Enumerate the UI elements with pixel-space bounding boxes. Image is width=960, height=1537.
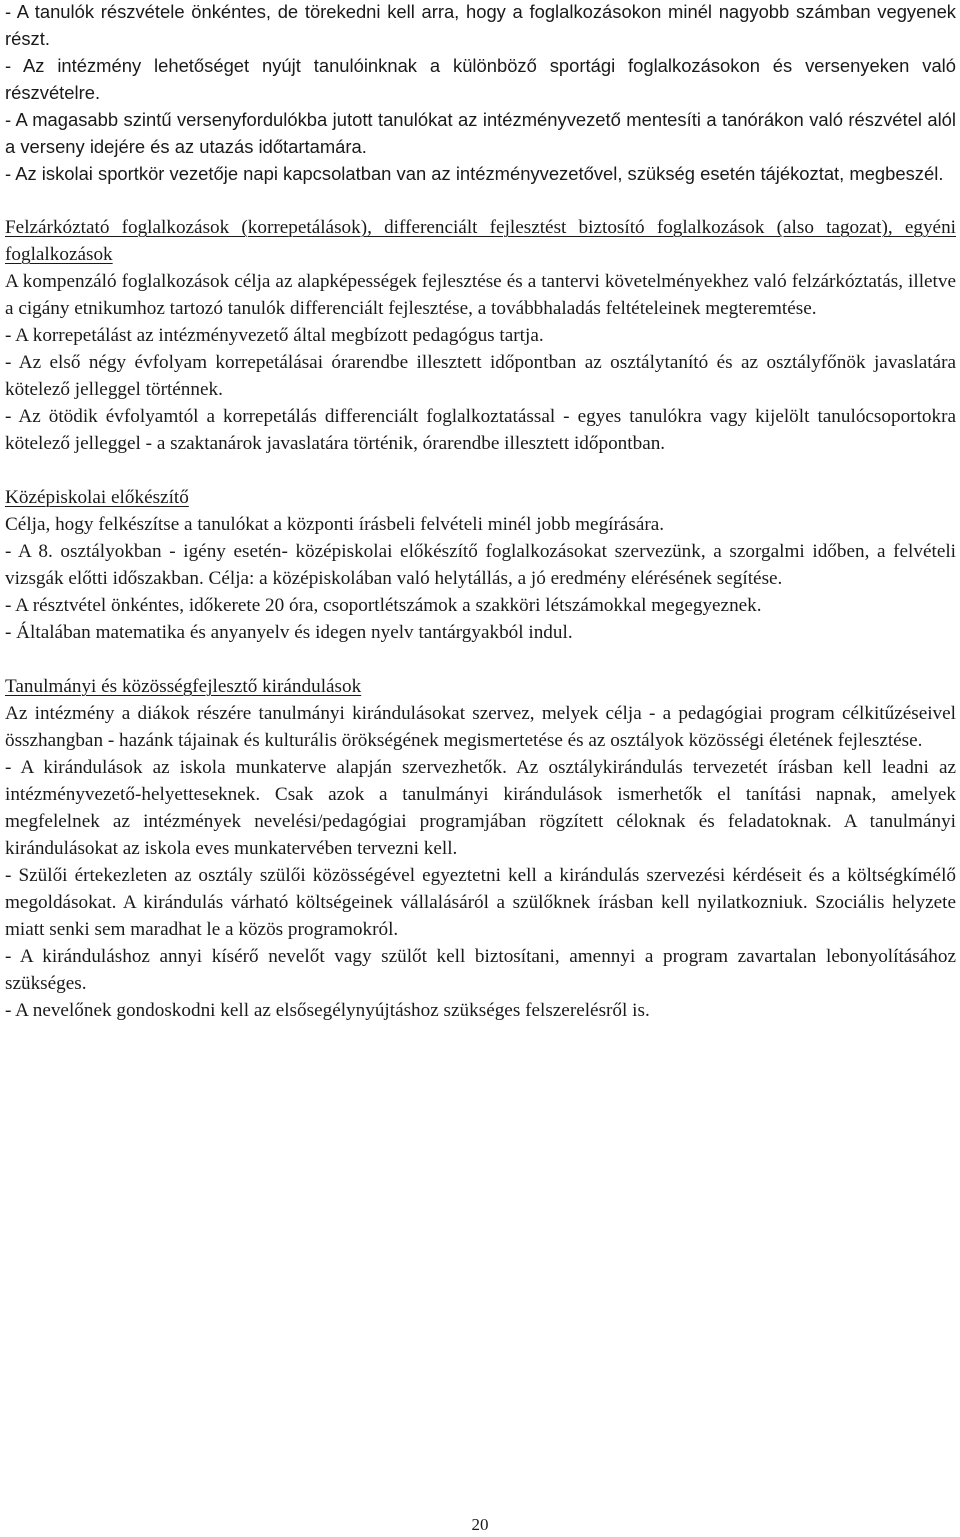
page-number: 20 (471, 1515, 489, 1534)
top-paragraph-4: - Az iskolai sportkör vezetője napi kapcsolatban van az intézményvezetővel, szükség esetén tájékoztat, megbeszél. (5, 163, 944, 184)
top-paragraph-1: - A tanulók részvétele önkéntes, de törekedni kell arra, hogy a foglalkozásokon minél nagyobb számban vegyenek részt. (5, 1, 956, 49)
kirandulasok-paragraph-4: - A kiránduláshoz annyi kísérő nevelőt vagy szülőt kell biztosítani, amennyi a program zavartalan lebonyolításához szükséges. (5, 946, 956, 994)
kirandulasok-paragraph-3: - Szülői értekezleten az osztály szülői közösségével egyeztetni kell a kirándulás szervezési kérdéseit és a költségkímélő megoldásokat. A kirándulás várható költségeinek vállalásáról a szülőknek írásban kell nyilatkozniuk. Szociális helyzete miatt senki sem maradhat le a közös programokról. (5, 865, 956, 940)
kozepiskolai-paragraph-3: - A résztvétel önkéntes, időkerete 20 óra, csoportlétszámok a szakköri létszámokkal megegyeznek. (5, 595, 762, 616)
kozepiskolai-paragraph-2: - A 8. osztályokban - igény esetén- középiskolai előkészítő foglalkozásokat szervezünk, a szorgalmi időben, a felvételi vizsgák előtti időszakban. Célja: a középiskolában való helytállás, a jó eredmény elérésének segítése. (5, 541, 956, 589)
felzarkozato-paragraph-1: A kompenzáló foglalkozások célja az alapképességek fejlesztése és a tantervi követelményekhez való felzárkóztatás, illetve a cigány etnikumhoz tartozó tanulók differenciált fejlesztése, a továbbhaladás feltételeinek megteremtése. (5, 271, 956, 319)
felzarkozato-paragraph-2: - A korrepetálást az intézményvezető által megbízott pedagógus tartja. (5, 325, 544, 346)
felzarkozato-paragraph-3: - Az első négy évfolyam korrepetálásai órarendbe illesztett időpontban az osztálytanító és az osztályfőnök javaslatára kötelező jelleggel történnek. (5, 352, 956, 400)
kirandulasok-paragraph-1: Az intézmény a diákok részére tanulmányi kirándulásokat szervez, melyek célja - a pedagógiai program célkitűzéseivel összhangban - hazánk tájainak és kulturális örökségének megismertetése és az osztályok közösségi életének fejlesztése. (5, 703, 956, 751)
kirandulasok-paragraph-2: - A kirándulások az iskola munkaterve alapján szervezhetők. Az osztálykirándulás tervezetét írásban kell leadni az intézményvezető-helyetteseknek. Csak azok a tanulmányi kirándulások ismerhetők el tanítási napnak, amelyek megfelelnek az intézmények nevelési/pedagógiai programjában rögzített céloknak és feladatoknak. A tanulmányi kirándulásokat az iskola eves munkatervében tervezni kell. (5, 757, 956, 859)
page-body (5, 0, 956, 1024)
kozepiskolai-paragraph-4: - Általában matematika és anyanyelv és idegen nyelv tantárgyakból indul. (5, 622, 573, 643)
felzarkozato-paragraph-4: - Az ötödik évfolyamtól a korrepetálás differenciált foglalkoztatással - egyes tanulókra vagy kijelölt tanulócsoportokra kötelező jelleggel - a szaktanárok javaslatára történik, órarendbe illesztett időpontban. (5, 406, 956, 454)
section-spacer (5, 187, 956, 214)
top-paragraph-3: - A magasabb szintű versenyfordulókba jutott tanulókat az intézményvezető mentesíti a tanórákon való részvétel alól a verseny idejére és az utazás időtartamára. (5, 109, 956, 157)
section-spacer (5, 646, 956, 673)
top-paragraph-2: - Az intézmény lehetőséget nyújt tanulóinknak a különböző sportági foglalkozásokon és versenyeken való részvételre. (5, 55, 956, 103)
kozepiskolai-paragraph-1: Célja, hogy felkészítse a tanulókat a központi írásbeli felvételi minél jobb megírására. (5, 514, 665, 535)
felzarkozato-heading: Felzárkóztató foglalkozások (korrepetálások), differenciált fejlesztést biztosító foglalkozások (also tagozat), egyéni foglalkozások (5, 217, 956, 265)
kozepiskolai-heading: Középiskolai előkészítő (5, 487, 189, 508)
kirandulasok-paragraph-5: - A nevelőnek gondoskodni kell az elsősegélynyújtáshoz szükséges felszerelésről is. (5, 1000, 650, 1021)
section-spacer (5, 457, 956, 484)
kirandulasok-heading: Tanulmányi és közösségfejlesztő kirándulások (5, 676, 362, 697)
